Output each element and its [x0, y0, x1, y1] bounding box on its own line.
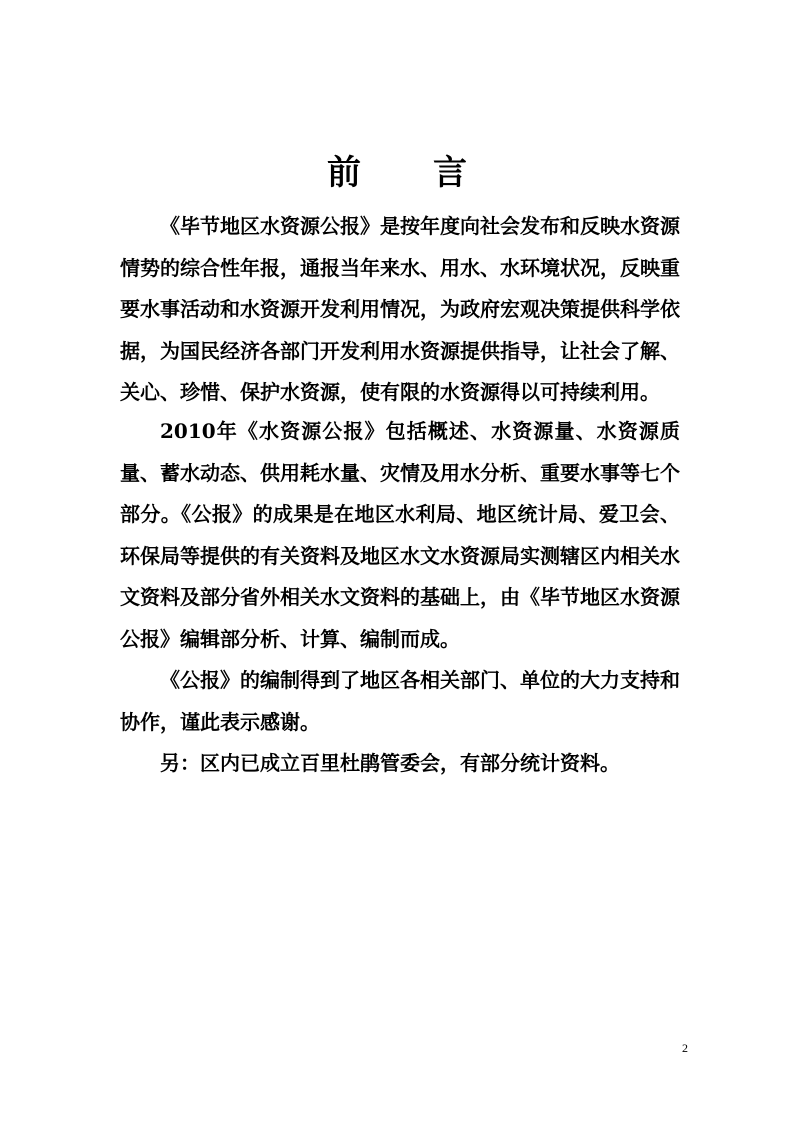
page-number: 2 — [682, 1041, 688, 1055]
paragraph-contents: 2010年《水资源公报》包括概述、水资源量、水资源质量、蓄水动态、供用耗水量、灾情及用水分析、重要水事等七个部分。《公报》的成果是在地区水利局、地区统计局、爱卫会、环保局等提供的有关资料及地区水文水资源局实测辖区内相关水文资料及部分省外相关水文资料的基础上，由《毕节地区水资源公报》编辑部分析、计算、编制而成。 — [120, 419, 680, 651]
page-title: 前言 — [327, 153, 539, 193]
paragraph-introduction: 《毕节地区水资源公报》是按年度向社会发布和反映水资源情势的综合性年报，通报当年来水、用水、水环境状况，反映重要水事活动和水资源开发利用情况，为政府宏观决策提供科学依据，为国民经济各部门开发利用水资源提供指导，让社会了解、关心、珍惜、保护水资源，使有限的水资源得以可持续利用。 — [120, 214, 680, 404]
paragraph-acknowledgement: 《公报》的编制得到了地区各相关部门、单位的大力支持和协作，谨此表示感谢。 — [120, 668, 680, 734]
preface-body — [120, 206, 680, 785]
paragraph-note: 另：区内已成立百里杜鹃管委会，有部分统计资料。 — [160, 751, 620, 775]
